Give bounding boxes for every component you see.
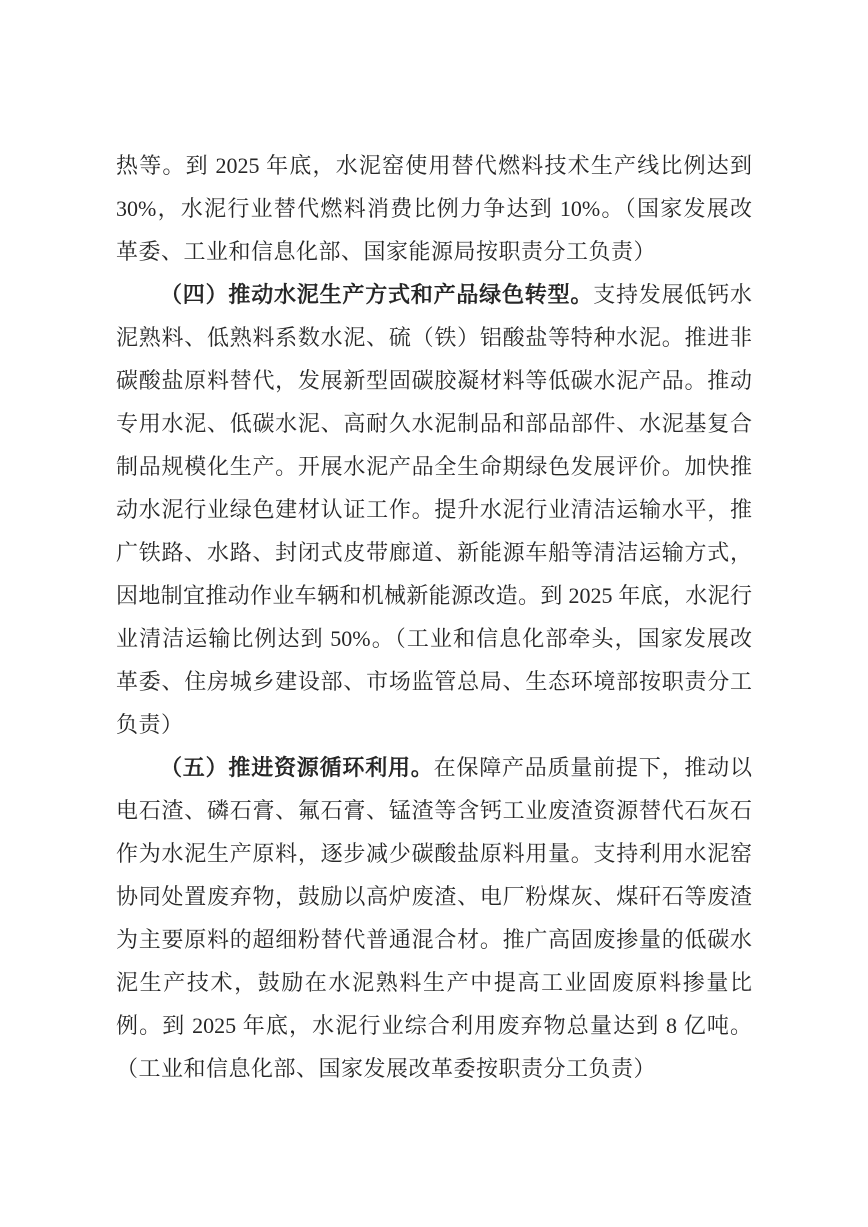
text-line [116,273,752,316]
body-text: 专用水泥、低碳水泥、高耐久水泥制品和部品部件、水泥基复合 [116,411,752,436]
body-text: 泥生产技术，鼓励在水泥熟料生产中提高工业固废原料掺量比 [116,970,752,995]
text-line [116,660,752,703]
text-line [116,359,752,402]
text-line [116,832,752,875]
text-line [116,746,752,789]
body-text: 负责） [116,712,184,737]
section-heading-text: （五）推进资源循环利用。 [160,755,434,780]
body-text: 支持发展低钙水 [593,282,752,307]
text-line [116,445,752,488]
body-text: 碳酸盐原料替代，发展新型固碳胶凝材料等低碳水泥产品。推动 [116,368,752,393]
text-line [116,875,752,918]
text-line [116,789,752,832]
body-text: 电石渣、磷石膏、氟石膏、锰渣等含钙工业废渣资源替代石灰石 [116,798,752,823]
text-line [116,531,752,574]
text-line [116,574,752,617]
body-text: 动水泥行业绿色建材认证工作。提升水泥行业清洁运输水平，推 [116,497,752,522]
text-line [116,488,752,531]
text-line [116,230,752,273]
text-line [116,316,752,359]
text-line [116,703,752,746]
text-line [116,617,752,660]
text-line [116,961,752,1004]
body-text: 革委、工业和信息化部、国家能源局按职责分工负责） [116,239,657,264]
para-alternative-fuel-continued [116,144,752,273]
body-text: 30%，水泥行业替代燃料消费比例力争达到 10%。（国家发展改 [116,196,752,221]
body-text: 因地制宜推动作业车辆和机械新能源改造。到 2025 年底，水泥行 [116,583,752,608]
body-text: 泥熟料、低熟料系数水泥、硫（铁）铝酸盐等特种水泥。推进非 [116,325,752,350]
document-body [116,144,752,1090]
text-line [116,1004,752,1047]
text-line [116,187,752,230]
body-text: （工业和信息化部、国家发展改革委按职责分工负责） [116,1056,657,1081]
text-line [116,1047,752,1090]
body-text: 作为水泥生产原料，逐步减少碳酸盐原料用量。支持利用水泥窑 [116,841,752,866]
body-text: 协同处置废弃物，鼓励以高炉废渣、电厂粉煤灰、煤矸石等废渣 [116,884,752,909]
text-line [116,918,752,961]
section-heading-text: （四）推动水泥生产方式和产品绿色转型。 [160,282,594,307]
text-line [116,402,752,445]
body-text: 革委、住房城乡建设部、市场监管总局、生态环境部按职责分工 [116,669,752,694]
body-text: 热等。到 2025 年底，水泥窑使用替代燃料技术生产线比例达到 [116,153,752,178]
text-line [116,144,752,187]
body-text: 在保障产品质量前提下，推动以 [433,755,752,780]
para-section-4-green-transformation [116,273,752,746]
body-text: 业清洁运输比例达到 50%。（工业和信息化部牵头，国家发展改 [116,626,752,651]
para-section-5-resource-recycling [116,746,752,1090]
body-text: 制品规模化生产。开展水泥产品全生命期绿色发展评价。加快推 [116,454,752,479]
body-text: 例。到 2025 年底，水泥行业综合利用废弃物总量达到 8 亿吨。 [116,1013,752,1038]
body-text: 广铁路、水路、封闭式皮带廊道、新能源车船等清洁运输方式， [116,540,752,565]
body-text: 为主要原料的超细粉替代普通混合材。推广高固废掺量的低碳水 [116,927,752,952]
